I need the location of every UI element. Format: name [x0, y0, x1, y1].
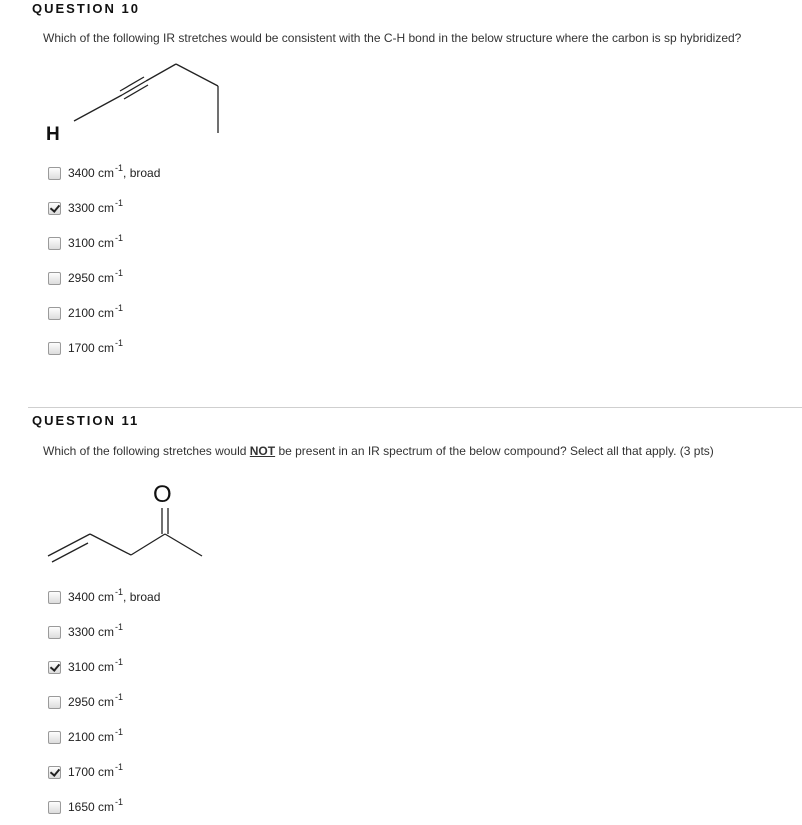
- hydrogen-label: H: [46, 124, 60, 145]
- checkbox[interactable]: [48, 626, 61, 639]
- option-value: 2100 cm: [68, 306, 115, 320]
- option-label: [68, 587, 161, 604]
- option-value: 3100 cm: [68, 660, 115, 674]
- option-exponent: -1: [115, 587, 124, 597]
- option-exponent: -1: [115, 163, 124, 173]
- question-11-title: QUESTION 11: [32, 413, 140, 428]
- option-label: [68, 657, 124, 674]
- option-label: [68, 622, 124, 639]
- option-label: [68, 762, 124, 779]
- checkbox-checked[interactable]: [48, 661, 61, 674]
- oxygen-label: O: [153, 481, 172, 508]
- ch2-bond: [90, 534, 131, 555]
- option-row[interactable]: [48, 728, 123, 744]
- option-exponent: -1: [115, 657, 124, 667]
- alkyne-bond-ext: [146, 64, 176, 81]
- option-value: 3300 cm: [68, 201, 115, 215]
- option-row[interactable]: [48, 588, 160, 604]
- option-suffix: , broad: [123, 166, 161, 180]
- checkbox[interactable]: [48, 801, 61, 814]
- option-exponent: -1: [115, 622, 124, 632]
- question-11-text: [43, 444, 714, 458]
- option-value: 3100 cm: [68, 236, 115, 250]
- option-row[interactable]: [48, 164, 160, 180]
- option-value: 2950 cm: [68, 695, 115, 709]
- checkbox[interactable]: [48, 167, 61, 180]
- question-10-structure: [30, 55, 230, 150]
- section-divider: [28, 407, 802, 408]
- carbonyl-c-bond: [131, 534, 165, 555]
- option-row[interactable]: [48, 269, 123, 285]
- option-value: 2950 cm: [68, 271, 115, 285]
- option-label: [68, 303, 124, 320]
- option-value: 3300 cm: [68, 625, 115, 639]
- option-exponent: -1: [115, 692, 124, 702]
- option-row[interactable]: [48, 798, 123, 814]
- question-10-title: QUESTION 10: [32, 1, 140, 16]
- option-value: 3400 cm: [68, 590, 115, 604]
- option-value: 1650 cm: [68, 800, 115, 814]
- checkbox[interactable]: [48, 591, 61, 604]
- option-label: [68, 797, 124, 814]
- option-exponent: -1: [115, 727, 124, 737]
- methyl-bond: [165, 534, 202, 556]
- option-row[interactable]: [48, 339, 123, 355]
- option-value: 3400 cm: [68, 166, 115, 180]
- question-10-text: Which of the following IR stretches would be consistent with the C-H bond in the below structure where the carbon is sp hybridized?: [43, 31, 742, 45]
- alkene-bond-2: [52, 543, 88, 562]
- option-value: 2100 cm: [68, 730, 115, 744]
- checkbox[interactable]: [48, 731, 61, 744]
- option-label: [68, 198, 124, 215]
- ch2-bond: [176, 64, 218, 86]
- option-exponent: -1: [115, 198, 124, 208]
- option-exponent: -1: [115, 233, 124, 243]
- option-row[interactable]: [48, 658, 123, 674]
- option-exponent: -1: [115, 268, 124, 278]
- option-label: [68, 268, 124, 285]
- question-11-structure: [40, 478, 210, 568]
- option-value: 1700 cm: [68, 341, 115, 355]
- option-label: [68, 338, 124, 355]
- checkbox[interactable]: [48, 237, 61, 250]
- option-label: [68, 163, 161, 180]
- option-exponent: -1: [115, 303, 124, 313]
- checkbox[interactable]: [48, 272, 61, 285]
- option-row[interactable]: [48, 234, 123, 250]
- option-exponent: -1: [115, 797, 124, 807]
- question-11-text-emphasis: NOT: [249, 444, 276, 458]
- option-suffix: , broad: [123, 590, 161, 604]
- option-row[interactable]: [48, 763, 123, 779]
- option-exponent: -1: [115, 338, 124, 348]
- option-exponent: -1: [115, 762, 124, 772]
- option-row[interactable]: [48, 693, 123, 709]
- ch-bond: [74, 95, 122, 121]
- question-11-text-before: Which of the following stretches would: [43, 444, 250, 458]
- option-label: [68, 692, 124, 709]
- option-value: 1700 cm: [68, 765, 115, 779]
- option-row[interactable]: [48, 623, 123, 639]
- question-11-text-after: be present in an IR spectrum of the below compound? Select all that apply. (3 pts): [275, 444, 714, 458]
- checkbox-checked[interactable]: [48, 766, 61, 779]
- checkbox[interactable]: [48, 696, 61, 709]
- option-row[interactable]: [48, 304, 123, 320]
- option-row[interactable]: [48, 199, 123, 215]
- checkbox[interactable]: [48, 342, 61, 355]
- option-label: [68, 727, 124, 744]
- checkbox-checked[interactable]: [48, 202, 61, 215]
- option-label: [68, 233, 124, 250]
- checkbox[interactable]: [48, 307, 61, 320]
